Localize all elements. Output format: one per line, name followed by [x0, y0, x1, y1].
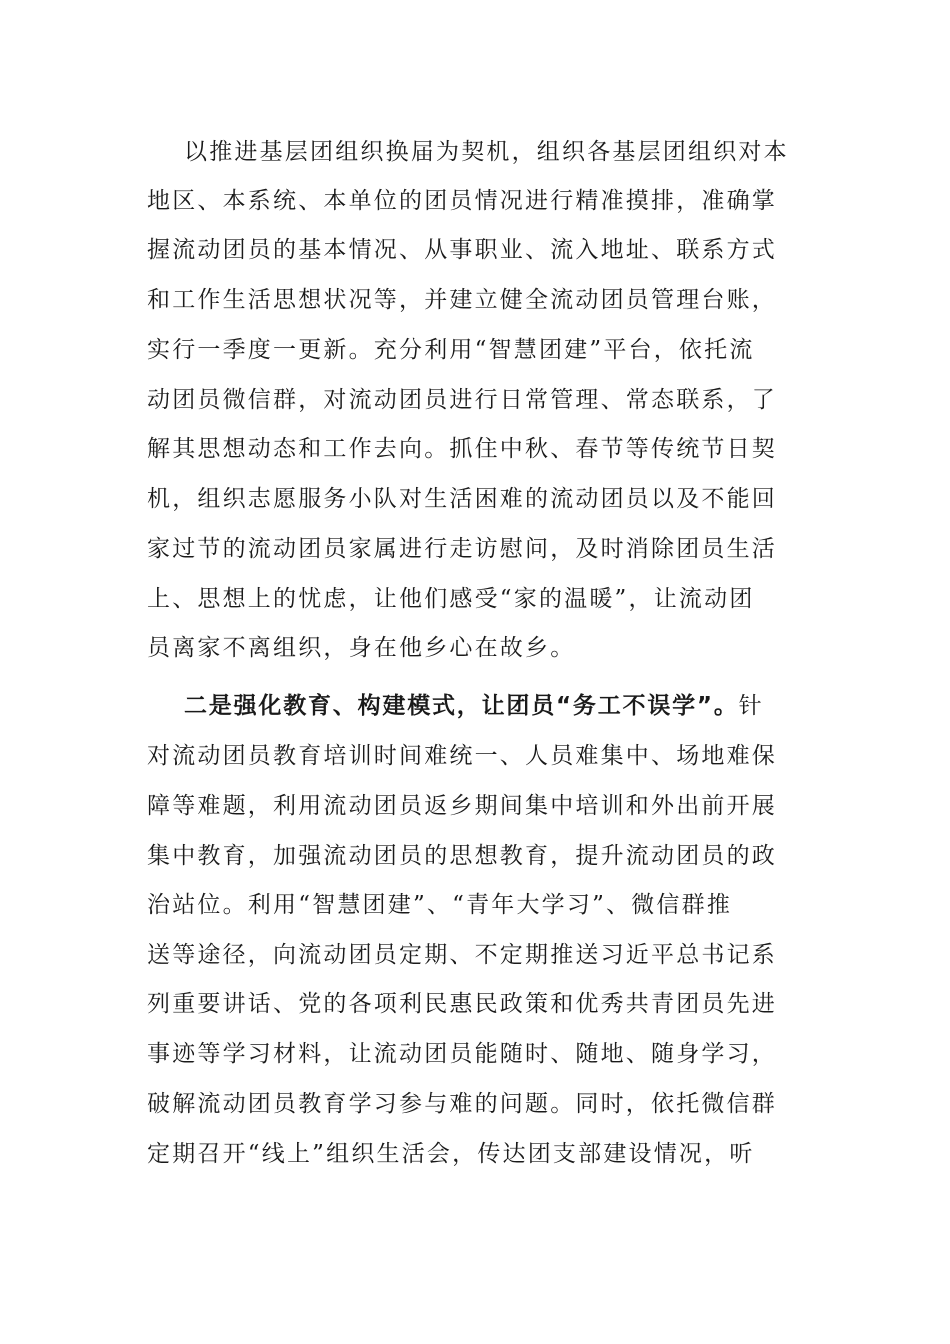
- paragraph-1-line: 动团员微信群，对流动团员进行日常管理、常态联系，了: [147, 387, 777, 413]
- paragraph-1-line: 员离家不离组织，身在他乡心在故乡。: [147, 635, 576, 661]
- paragraph-2-line: 集中教育，加强流动团员的思想教育，提升流动团员的政: [147, 843, 777, 869]
- paragraph-2-line: 事迹等学习材料，让流动团员能随时、随地、随身学习，: [147, 1041, 777, 1067]
- paragraph-2-line: 送等途径，向流动团员定期、不定期推送习近平总书记系: [147, 942, 777, 968]
- paragraph-1-line: 以推进基层团组织换届为契机，组织各基层团组织对本: [184, 139, 789, 165]
- paragraph-2-line: 列重要讲话、党的各项利民惠民政策和优秀共青团员先进: [147, 991, 777, 1017]
- paragraph-1-line: 解其思想动态和工作去向。抓住中秋、春节等传统节日契: [147, 436, 777, 462]
- paragraph-2-line: 破解流动团员教育学习参与难的问题。同时，依托微信群: [147, 1091, 777, 1117]
- paragraph-2-line: 定期召开“线上”组织生活会，传达团支部建设情况，听: [147, 1141, 755, 1167]
- paragraph-2-line: 对流动团员教育培训时间难统一、人员难集中、场地难保: [147, 743, 777, 769]
- paragraph-2-first-line: [184, 690, 764, 722]
- paragraph-1-line: 上、思想上的忧虑，让他们感受“家的温暖”，让流动团: [147, 586, 755, 612]
- paragraph-2-line: 治站位。利用“智慧团建”、“青年大学习”、微信群推: [147, 892, 733, 918]
- paragraph-1-line: 握流动团员的基本情况、从事职业、流入地址、联系方式: [147, 237, 777, 263]
- paragraph-1-line: 机，组织志愿服务小队对生活困难的流动团员以及不能回: [147, 486, 777, 512]
- section-heading: 二是强化教育、构建模式，让团员“务工不误学”。: [184, 693, 739, 719]
- paragraph-1-line: 实行一季度一更新。充分利用“智慧团建”平台，依托流: [147, 337, 755, 363]
- paragraph-1-line: 地区、本系统、本单位的团员情况进行精准摸排，准确掌: [147, 188, 777, 214]
- paragraph-2-line: 障等难题，利用流动团员返乡期间集中培训和外出前开展: [147, 793, 777, 819]
- paragraph-2-first-line-rest: 针: [738, 693, 764, 719]
- paragraph-1-line: 和工作生活思想状况等，并建立健全流动团员管理台账，: [147, 287, 777, 313]
- paragraph-1-line: 家过节的流动团员家属进行走访慰问，及时消除团员生活: [147, 536, 777, 562]
